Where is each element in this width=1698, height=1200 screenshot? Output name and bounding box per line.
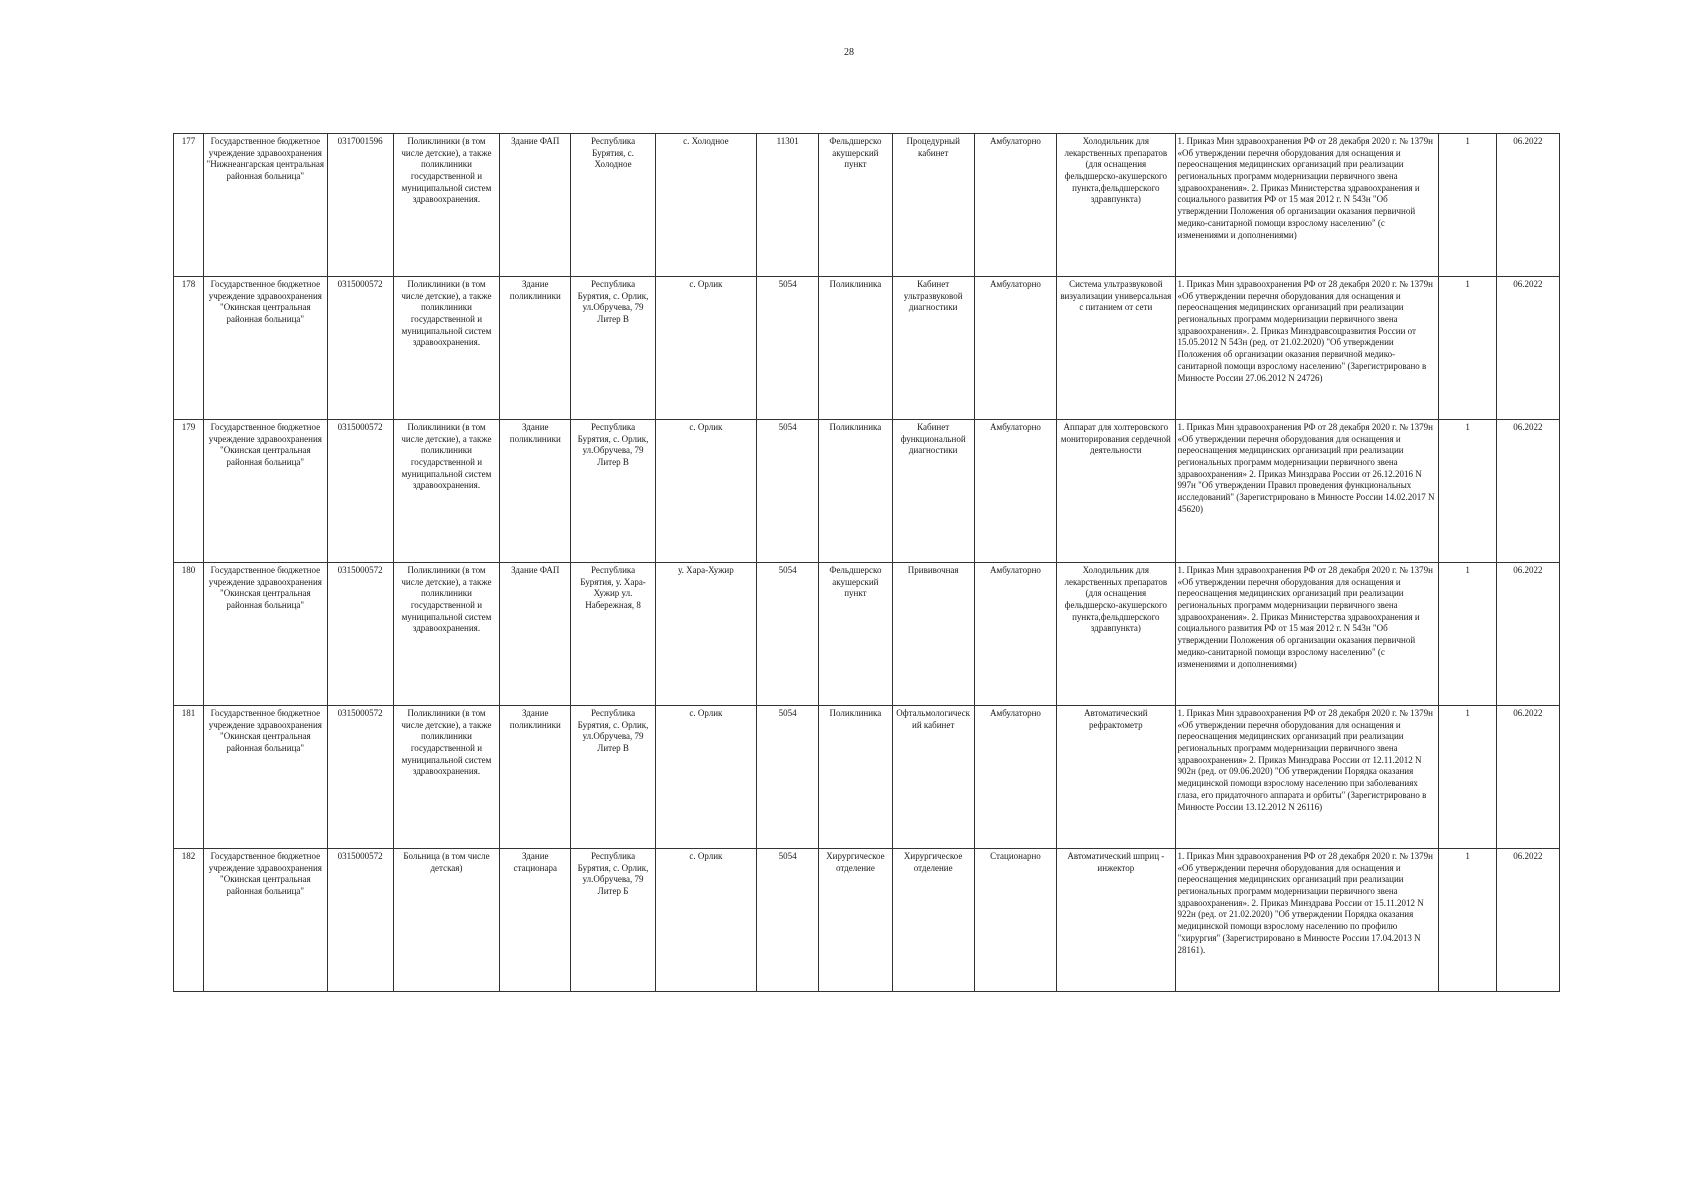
cell-quantity: 1	[1439, 420, 1496, 563]
cell-organization-code: 0315000572	[327, 563, 393, 706]
cell-building-name: Здание ФАП	[500, 563, 571, 706]
table-row	[174, 849, 1560, 992]
table-row	[174, 134, 1560, 277]
cell-row-number: 181	[174, 706, 204, 849]
cell-organization-name: Государственное бюджетное учреждение здравоохранения "Окинская центральная районная больница"	[204, 706, 327, 849]
cell-delivery-date: 06.2022	[1496, 420, 1559, 563]
cell-row-number: 178	[174, 277, 204, 420]
cell-organization-name: Государственное бюджетное учреждение здравоохранения "Окинская центральная районная больница"	[204, 563, 327, 706]
cell-organization-code: 0317001596	[327, 134, 393, 277]
cell-care-mode: Амбулаторно	[974, 420, 1056, 563]
cell-organization-code: 0315000572	[327, 849, 393, 992]
cell-organization-code: 0315000572	[327, 420, 393, 563]
cell-row-number: 177	[174, 134, 204, 277]
cell-quantity: 1	[1439, 277, 1496, 420]
cell-row-number: 182	[174, 849, 204, 992]
cell-row-number: 180	[174, 563, 204, 706]
cell-quantity: 1	[1439, 706, 1496, 849]
cell-locality-code: 11301	[757, 134, 819, 277]
cell-address: Республика Бурятия, с. Орлик, ул.Обручева, 79 Литер В	[571, 420, 655, 563]
cell-organization-name: Государственное бюджетное учреждение здравоохранения "Окинская центральная районная больница"	[204, 849, 327, 992]
cell-facility-type: Поликлиники (в том числе детские), а также поликлиники государственной и муниципальной систем здравоохранения.	[393, 134, 499, 277]
cell-row-number: 179	[174, 420, 204, 563]
cell-care-mode: Стационарно	[974, 849, 1056, 992]
table-row	[174, 277, 1560, 420]
cell-organization-name: Государственное бюджетное учреждение здравоохранения "Нижнеангарская центральная районная больница"	[204, 134, 327, 277]
cell-locality-code: 5054	[757, 563, 819, 706]
cell-building-name: Здание поликлиники	[500, 277, 571, 420]
cell-quantity: 1	[1439, 849, 1496, 992]
cell-delivery-date: 06.2022	[1496, 277, 1559, 420]
cell-delivery-date: 06.2022	[1496, 706, 1559, 849]
cell-equipment-name: Холодильник для лекарственных препаратов (для оснащения фельдшерско-акушерского пункта,фельдшерского здравпункта)	[1057, 563, 1175, 706]
cell-quantity: 1	[1439, 563, 1496, 706]
cell-equipment-name: Холодильник для лекарственных препаратов (для оснащения фельдшерско-акушерского пункта,фельдшерского здравпункта)	[1057, 134, 1175, 277]
cell-locality: у. Хара-Хужир	[655, 563, 756, 706]
cell-facility-type: Поликлиники (в том числе детские), а также поликлиники государственной и муниципальной систем здравоохранения.	[393, 563, 499, 706]
cell-organization-code: 0315000572	[327, 277, 393, 420]
cell-organization-code: 0315000572	[327, 706, 393, 849]
cell-department-unit: Поликлиника	[819, 706, 892, 849]
cell-locality: с. Орлик	[655, 706, 756, 849]
cell-facility-type: Больница (в том числе детская)	[393, 849, 499, 992]
cell-facility-type: Поликлиники (в том числе детские), а также поликлиники государственной и муниципальной систем здравоохранения.	[393, 706, 499, 849]
cell-address: Республика Бурятия, с. Орлик, ул.Обручева, 79 Литер Б	[571, 849, 655, 992]
cell-room-name: Хирургическое отделение	[892, 849, 974, 992]
cell-legal-basis: 1. Приказ Мин здравоохранения РФ от 28 декабря 2020 г. № 1379н «Об утверждении перечня оборудования для оснащения и переоснащения медицинских организаций при реализации региональных программ модернизации первичного звена здравоохранения». 2. Приказ Минздрава России от 15.11.2012 N 922н (ред. от 21.02.2020) "Об утверждении Порядка оказания медицинской помощи взрослому населению по профилю "хирургия" (Зарегистрировано в Минюсте России 17.04.2013 N 28161).	[1175, 849, 1439, 992]
cell-room-name: Прививочная	[892, 563, 974, 706]
cell-building-name: Здание поликлиники	[500, 420, 571, 563]
cell-facility-type: Поликлиники (в том числе детские), а также поликлиники государственной и муниципальной систем здравоохранения.	[393, 420, 499, 563]
cell-room-name: Офтальмологический кабинет	[892, 706, 974, 849]
cell-building-name: Здание стационара	[500, 849, 571, 992]
cell-locality-code: 5054	[757, 277, 819, 420]
cell-organization-name: Государственное бюджетное учреждение здравоохранения "Окинская центральная районная больница"	[204, 420, 327, 563]
cell-locality-code: 5054	[757, 706, 819, 849]
cell-locality: с. Орлик	[655, 420, 756, 563]
cell-facility-type: Поликлиники (в том числе детские), а также поликлиники государственной и муниципальной систем здравоохранения.	[393, 277, 499, 420]
cell-address: Республика Бурятия, с. Орлик, ул.Обручева, 79 Литер В	[571, 706, 655, 849]
cell-locality: с. Орлик	[655, 277, 756, 420]
cell-legal-basis: 1. Приказ Мин здравоохранения РФ от 28 декабря 2020 г. № 1379н «Об утверждении перечня оборудования для оснащения и переоснащения медицинских организаций при реализации региональных программ модернизации первичного звена здравоохранения». 2. Приказ Министерства здравоохранения и социального развития РФ от 15 мая 2012 г. N 543н "Об утверждении Положения об организации оказания первичной медико-санитарной помощи взрослому населению" (с изменениями и дополнениями)	[1175, 563, 1439, 706]
cell-address: Республика Бурятия, у. Хара-Хужир ул. Набережная, 8	[571, 563, 655, 706]
cell-department-unit: Фельдшерско акушерский пункт	[819, 134, 892, 277]
cell-address: Республика Бурятия, с. Орлик, ул.Обручева, 79 Литер В	[571, 277, 655, 420]
cell-locality: с. Орлик	[655, 849, 756, 992]
cell-room-name: Кабинет ультразвуковой диагностики	[892, 277, 974, 420]
cell-legal-basis: 1. Приказ Мин здравоохранения РФ от 28 декабря 2020 г. № 1379н «Об утверждении перечня оборудования для оснащения и переоснащения медицинских организаций при реализации региональных программ модернизации первичного звена здравоохранения» 2. Приказ Минздрава России от 26.12.2016 N 997н "Об утверждении Правил проведения функциональных исследований" (Зарегистрировано в Минюсте России 14.02.2017 N 45620)	[1175, 420, 1439, 563]
table-row	[174, 563, 1560, 706]
cell-quantity: 1	[1439, 134, 1496, 277]
cell-building-name: Здание поликлиники	[500, 706, 571, 849]
cell-room-name: Процедурный кабинет	[892, 134, 974, 277]
cell-locality: с. Холодное	[655, 134, 756, 277]
cell-department-unit: Хирургическое отделение	[819, 849, 892, 992]
cell-legal-basis: 1. Приказ Мин здравоохранения РФ от 28 декабря 2020 г. № 1379н «Об утверждении перечня оборудования для оснащения и переоснащения медицинских организаций при реализации региональных программ модернизации первичного звена здравоохранения» 2. Приказ Минздрава России от 12.11.2012 N 902н (ред. от 09.06.2020) "Об утверждении Порядка оказания медицинской помощи взрослому населению при заболеваниях глаза, его придаточного аппарата и орбиты" (Зарегистрировано в Минюсте России 13.12.2012 N 26116)	[1175, 706, 1439, 849]
cell-delivery-date: 06.2022	[1496, 849, 1559, 992]
table-row	[174, 706, 1560, 849]
cell-legal-basis: 1. Приказ Мин здравоохранения РФ от 28 декабря 2020 г. № 1379н «Об утверждении перечня оборудования для оснащения и переоснащения медицинских организаций при реализации региональных программ модернизации первичного звена здравоохранения». 2. Приказ Минздравсоцразвития России от 15.05.2012 N 543н (ред. от 21.02.2020) "Об утверждении Положения об организации оказания первичной медико-санитарной помощи взрослому населению" (Зарегистрировано в Минюсте России 27.06.2012 N 24726)	[1175, 277, 1439, 420]
page-number: 28	[844, 47, 854, 58]
cell-equipment-name: Система ультразвуковой визуализации универсальная с питанием от сети	[1057, 277, 1175, 420]
cell-legal-basis: 1. Приказ Мин здравоохранения РФ от 28 декабря 2020 г. № 1379н «Об утверждении перечня оборудования для оснащения и переоснащения медицинских организаций при реализации региональных программ модернизации первичного звена здравоохранения». 2. Приказ Министерства здравоохранения и социального развития РФ от 15 мая 2012 г. N 543н "Об утверждении Положения об организации оказания первичной медико-санитарной помощи взрослому населению" (с изменениями и дополнениями)	[1175, 134, 1439, 277]
cell-care-mode: Амбулаторно	[974, 563, 1056, 706]
cell-care-mode: Амбулаторно	[974, 706, 1056, 849]
equipment-registry-table	[173, 133, 1560, 992]
cell-delivery-date: 06.2022	[1496, 563, 1559, 706]
cell-department-unit: Поликлиника	[819, 420, 892, 563]
cell-equipment-name: Аппарат для холтеровского мониторирования сердечной деятельности	[1057, 420, 1175, 563]
cell-address: Республика Бурятия, с. Холодное	[571, 134, 655, 277]
cell-organization-name: Государственное бюджетное учреждение здравоохранения "Окинская центральная районная больница"	[204, 277, 327, 420]
cell-equipment-name: Автоматический шприц - инжектор	[1057, 849, 1175, 992]
cell-care-mode: Амбулаторно	[974, 134, 1056, 277]
cell-locality-code: 5054	[757, 420, 819, 563]
cell-department-unit: Поликлиника	[819, 277, 892, 420]
cell-care-mode: Амбулаторно	[974, 277, 1056, 420]
cell-room-name: Кабинет функциональной диагностики	[892, 420, 974, 563]
cell-delivery-date: 06.2022	[1496, 134, 1559, 277]
table-row	[174, 420, 1560, 563]
cell-equipment-name: Автоматический рефрактометр	[1057, 706, 1175, 849]
cell-building-name: Здание ФАП	[500, 134, 571, 277]
cell-locality-code: 5054	[757, 849, 819, 992]
cell-department-unit: Фельдшерско акушерский пункт	[819, 563, 892, 706]
